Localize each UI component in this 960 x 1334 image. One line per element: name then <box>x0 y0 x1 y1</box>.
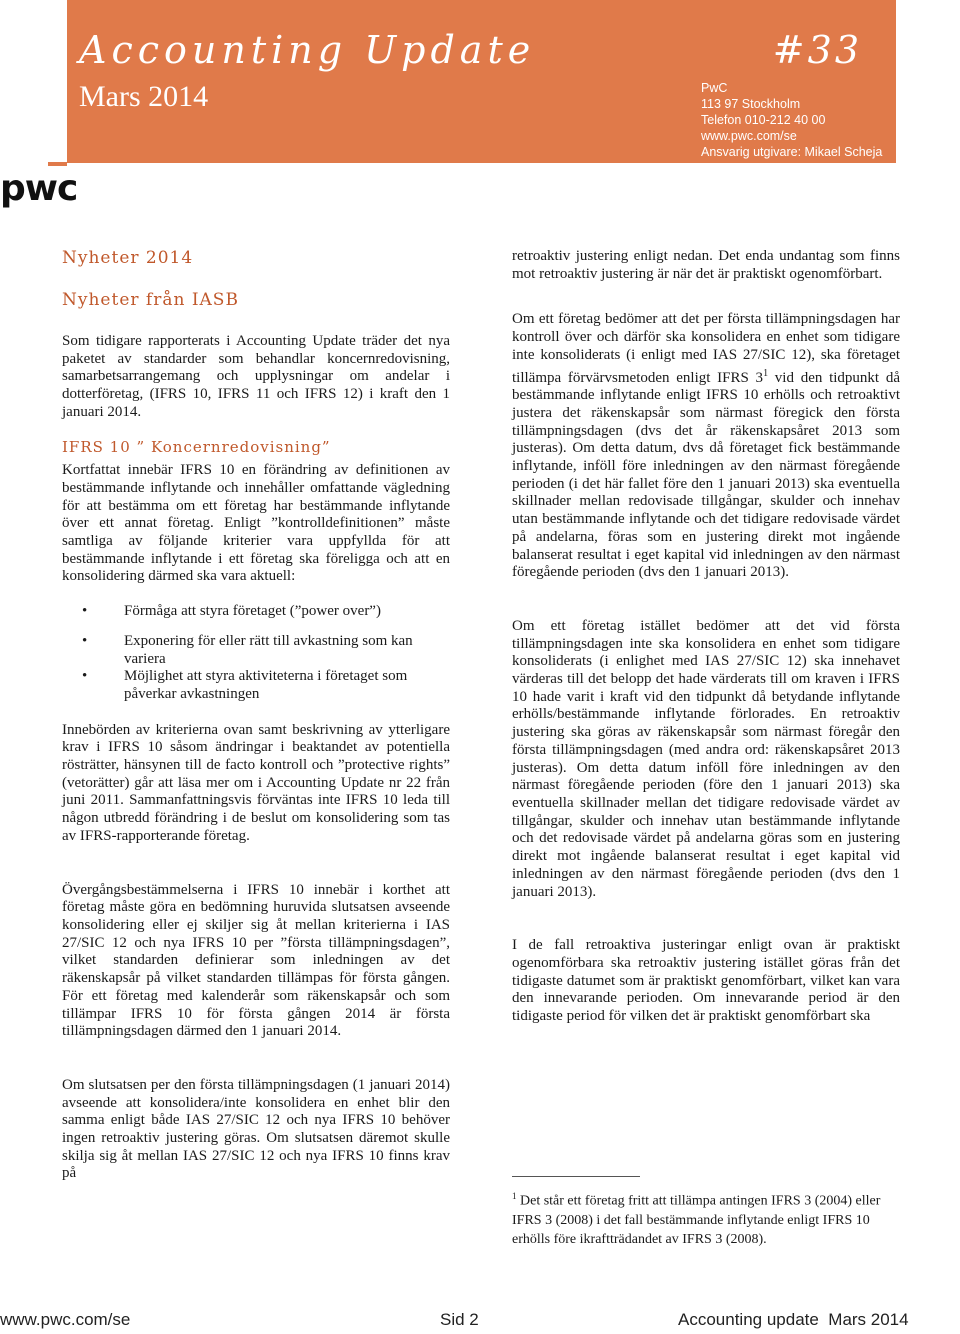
right-paragraph-3: Om ett företag istället bedömer att det vid första tillämpningsdagen inte ska konsolidera en enhet som tidigare konsoliderats (i enlighet med IAS 27/SIC 12) ska innehavet värderas till det belopp det hade värderats till om kraven i IFRS 10 hade varit i kraft vid den tidpunkt då betydande inflytande erhölls/bestämmande inflytande förlorades. En retroaktiv justering ska göras av räkenskapsår som närmast föregår den första tillämpningsdagen (med andra ord: räkenskapsåret 2013 justeras). Om detta datum inföll före inledningen av den närmast föregående perioden (före den 1 januari 2013) ska eventuella skillnader mellan det tidigare redovisade värdet av tillgångar, skulder och innehav utan bestämmande inflytande och det redovisade värdet på andelarna göras som en justering direkt mot ingående balanserat resultat i eget kapital vid inledningen av den närmast föregående perioden (dvs den 1 januari 2013). <box>512 617 900 900</box>
logo-accent-bar <box>48 162 67 166</box>
intro-paragraph: Som tidigare rapporterats i Accounting Update träder det nya paketet av standarder som behandlar koncernredovisning, samarbetsarrangemang och upplysningar om andelar i dotterföretag, (IFRS 10, IFRS 11 och IFRS 12) i kraft den 1 januari 2014. <box>62 333 450 420</box>
contact-company: PwC <box>701 81 728 95</box>
bullet-icon: • <box>82 668 88 685</box>
right-paragraph-4: I de fall retroaktiva justeringar enligt ovan är praktiskt ogenomförbara ska retroaktiv justering istället göras från det tidigaste datumet som är praktiskt genomförbart, vilket kan vara den innevarande perioden. Om innevarande period är den tidigaste period för vilken det är praktiskt genomförbart ska <box>512 937 900 1025</box>
footer-publication: Accounting update Mars 2014 <box>678 1310 909 1329</box>
contact-phone: Telefon 010-212 40 00 <box>701 113 826 127</box>
bullet-icon: • <box>82 632 88 649</box>
bullet-icon: • <box>82 603 88 620</box>
pwc-logo: pwc <box>0 168 78 209</box>
list-item: • Exponering för eller rätt till avkastning som kan variera <box>82 632 413 667</box>
right-paragraph-1: retroaktiv justering enligt nedan. Det enda undantag som finns mot retroaktiv justering är när det är praktiskt ogenomförbart. <box>512 248 900 282</box>
footnote-text: Det står ett företag fritt att tillämpa antingen IFRS 3 (2004) eller IFRS 3 (2008) i det fall bestämmande inflytande enligt IFRS 10 erhölls före ikraftträdandet av IFRS 3 (2008). <box>512 1193 881 1247</box>
footer-url: www.pwc.com/se <box>0 1310 131 1329</box>
contact-website: www.pwc.com/se <box>701 129 797 143</box>
publication-date: Mars 2014 <box>79 80 209 113</box>
footnote-mark: 1 <box>512 1191 517 1201</box>
contact-address: 113 97 Stockholm <box>701 97 801 111</box>
header-banner <box>67 0 896 163</box>
issue-number: #33 <box>772 28 862 72</box>
right-column <box>512 248 900 1026</box>
transition-paragraph: Övergångsbestämmelserna i IFRS 10 innebär i korthet att företag måste göra en bedömning huruvida slutsatsen avseende konsolidering eller ej skiljer sig åt mellan kriterierna i IAS 27/SIC 12 och nya IFRS 10 per ”första tillämpningsdagen”, vilket standarden definierar som inledningen av det räkenskapsår på vilket standarden tillämpas för första gången. För ett företag med kalenderår som räkenskapsår och som tillämpar IFRS 10 för första gången 2014 är första tillämpningsdagen därmed den 1 januari 2014. <box>62 881 450 1040</box>
footnote <box>512 1187 902 1249</box>
ifrs10-paragraph-2: Innebörden av kriterierna ovan samt beskrivning av ytterligare krav i IFRS 10 såsom ändringar i beaktandet av potentiella rösträtter, hänsynen till de facto kontroll och ”protective rights” (vetorätter) går att läsa mer om i Accounting Update nr 22 från juni 2011. Sammanfattningsvis förväntas inte IFRS 10 leda till någon utbredd förändring i de beslut om konsolidering som tas av IFRS-rapporterande företag. <box>62 721 450 844</box>
contact-publisher: Ansvarig utgivare: Mikael Scheja <box>701 145 883 159</box>
contact-block <box>701 80 882 160</box>
list-item: • Möjlighet att styra aktiviteterna i företaget som påverkar avkastningen <box>82 668 408 702</box>
section-heading-iasb: Nyheter från IASB <box>62 290 239 310</box>
footnote-reference: 1 <box>763 367 769 379</box>
ifrs10-heading: IFRS 10 ” Koncernredovisning” <box>62 437 331 456</box>
criteria-list <box>62 603 450 704</box>
list-item: • Förmåga att styra företaget (”power over”) <box>82 603 381 620</box>
publication-title: Accounting Update <box>79 28 536 72</box>
ifrs10-paragraph-1: Kortfattat innebär IFRS 10 en förändring av definitionen av bestämmande inflytande och innehåller omfattande vägledning för att bestämma om ett företag har bestämmande inflytande över ett annat företag. Enligt ”kontrolldefinitionen” måste samtliga av följande kriterier vara uppfyllda för att bestämmande inflytande i ett företag ska föreligga och att en konsolidering därmed ska vara aktuell: <box>62 462 450 585</box>
footnote-divider <box>512 1176 640 1177</box>
footer-page-number: Sid 2 <box>440 1310 479 1329</box>
right-paragraph-2: Om ett företag bedömer att det per första tillämpningsdagen har kontroll över och därför ska konsolidera en enhet som tidigare inte konsoliderats (i enligt med IAS 27/SIC 12), ska företaget tillämpa förvärvsmetoden enligt IFRS $3^1$ vid den tidpunkt då bestämmande inflytande enligt IFRS 10 erhölls och retroaktivt justera det räkenskapsår som närmast föregick den första tillämpningsdagen (dvs det år räkenskapsåret 2013 som justeras). Om detta datum, dvs då företaget fick bestämmande inflytande, inföll före inledningen av den närmast föregående perioden (i det här fallet före den 1 januari 2013) ska eventuella skillnader mellan redovisade tillgångar, skulder och innehav utan bestämmande inflytande och det tidigare redovisade värdet på andelarna, föras som en justering direkt mot ingående balanserat resultat i eget kapital vid inledningen av den närmast föregående perioden (dvs den 1 januari 2013). <box>512 311 900 581</box>
conclusion-paragraph: Om slutsatsen per den första tillämpningsdagen (1 januari 2014) avseende att konsolidera/inte konsolidera en enhet blir den samma enligt både IAS 27/SIC 12 och nya IFRS 10 behöver ingen retroaktiv justering göras. Om slutsatsen däremot skulle skilja sig åt mellan IAS 27/SIC 12 och nya IFRS 10 finns krav på <box>62 1076 450 1182</box>
section-heading-news: Nyheter 2014 <box>62 248 194 268</box>
left-column <box>62 333 450 1183</box>
